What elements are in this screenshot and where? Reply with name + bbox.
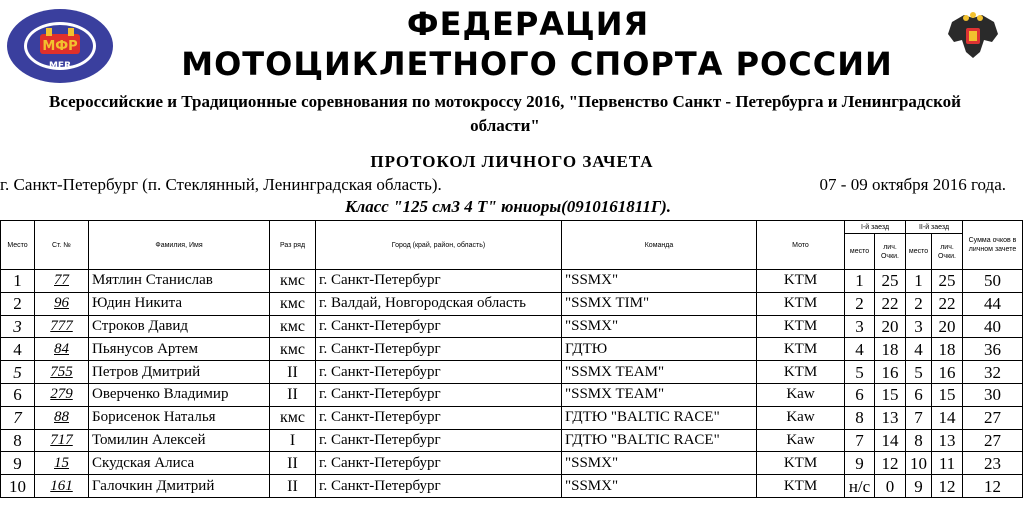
cell-place: 5	[1, 361, 35, 384]
col-name: Фамилия, Имя	[89, 221, 270, 270]
cell-race2-points: 13	[932, 429, 963, 452]
cell-start-no	[35, 429, 89, 452]
cell-rank: II	[270, 361, 316, 384]
cell-race1-place: 3	[845, 315, 875, 338]
cell-moto: KTM	[757, 475, 845, 498]
cell-moto: Kaw	[757, 429, 845, 452]
cell-city: г. Санкт-Петербург	[316, 383, 562, 406]
start-number: 777	[50, 317, 73, 334]
table-row	[1, 338, 1023, 361]
cell-rank: кмс	[270, 270, 316, 293]
cell-city: г. Санкт-Петербург	[316, 406, 562, 429]
cell-city: г. Санкт-Петербург	[316, 361, 562, 384]
start-number: 15	[54, 454, 69, 471]
cell-start-no	[35, 406, 89, 429]
cell-team: "SSMX TEAM"	[562, 361, 757, 384]
dates: 07 - 09 октября 2016 года.	[819, 175, 1006, 194]
cell-rank: II	[270, 475, 316, 498]
logo-text: МФР	[42, 39, 78, 54]
cell-place: 8	[1, 429, 35, 452]
col-race1: I-й заезд	[845, 221, 906, 234]
cell-sum: 50	[963, 270, 1023, 293]
table-row	[1, 315, 1023, 338]
start-number: 77	[54, 272, 69, 289]
cell-race1-points: 20	[875, 315, 906, 338]
location: г. Санкт-Петербург (п. Стеклянный, Ленинградская область).	[0, 175, 442, 194]
cell-race1-place: 7	[845, 429, 875, 452]
logo-sub: MFR	[48, 61, 72, 71]
org-title-line1: ФЕДЕРАЦИЯ	[406, 5, 650, 43]
cell-race1-place: 8	[845, 406, 875, 429]
cell-moto: KTM	[757, 270, 845, 293]
cell-team: ГДТЮ "BALTIC RACE"	[562, 406, 757, 429]
cell-race2-place: 8	[906, 429, 932, 452]
cell-rank: II	[270, 452, 316, 475]
table-row	[1, 475, 1023, 498]
org-title-line2: МОТОЦИКЛЕТНОГО СПОРТА РОССИИ	[181, 45, 893, 83]
cell-race1-place: 5	[845, 361, 875, 384]
start-number: 84	[54, 340, 69, 357]
cell-sum: 27	[963, 406, 1023, 429]
cell-city: г. Санкт-Петербург	[316, 315, 562, 338]
cell-race2-points: 22	[932, 292, 963, 315]
cell-race2-place: 1	[906, 270, 932, 293]
cell-city: г. Санкт-Петербург	[316, 452, 562, 475]
cell-race2-points: 12	[932, 475, 963, 498]
cell-start-no	[35, 361, 89, 384]
start-number: 161	[50, 477, 73, 494]
table-row	[1, 361, 1023, 384]
cell-place: 7	[1, 406, 35, 429]
cell-race2-points: 20	[932, 315, 963, 338]
cell-start-no	[35, 270, 89, 293]
cell-start-no	[35, 338, 89, 361]
cell-place: 4	[1, 338, 35, 361]
cell-race1-points: 18	[875, 338, 906, 361]
cell-team: ГДТЮ "BALTIC RACE"	[562, 429, 757, 452]
cell-name: Борисенок Наталья	[89, 406, 270, 429]
col-sum: Сумма очков в личном зачете	[963, 221, 1023, 270]
cell-race1-place: 9	[845, 452, 875, 475]
cell-race2-place: 4	[906, 338, 932, 361]
cell-city: г. Санкт-Петербург	[316, 475, 562, 498]
cell-team: "SSMX"	[562, 452, 757, 475]
cell-place: 6	[1, 383, 35, 406]
cell-race2-points: 14	[932, 406, 963, 429]
cell-name: Томилин Алексей	[89, 429, 270, 452]
cell-city: г. Санкт-Петербург	[316, 338, 562, 361]
cell-sum: 27	[963, 429, 1023, 452]
cell-place: 2	[1, 292, 35, 315]
cell-race2-points: 15	[932, 383, 963, 406]
cell-start-no	[35, 292, 89, 315]
cell-race2-place: 10	[906, 452, 932, 475]
col-race2: II-й заезд	[906, 221, 963, 234]
col-race1-points: лич. Очки.	[875, 234, 906, 270]
cell-team: "SSMX"	[562, 270, 757, 293]
table-row	[1, 429, 1023, 452]
cell-race1-place: 2	[845, 292, 875, 315]
cell-moto: Kaw	[757, 383, 845, 406]
cell-city: г. Валдай, Новгородская область	[316, 292, 562, 315]
cell-race2-place: 3	[906, 315, 932, 338]
cell-rank: II	[270, 383, 316, 406]
cell-rank: кмс	[270, 315, 316, 338]
cell-moto: KTM	[757, 338, 845, 361]
table-row	[1, 406, 1023, 429]
cell-team: "SSMX"	[562, 475, 757, 498]
cell-sum: 32	[963, 361, 1023, 384]
cell-start-no	[35, 315, 89, 338]
cell-race1-points: 22	[875, 292, 906, 315]
cell-start-no	[35, 475, 89, 498]
cell-sum: 36	[963, 338, 1023, 361]
cell-moto: KTM	[757, 315, 845, 338]
cell-sum: 12	[963, 475, 1023, 498]
cell-place: 9	[1, 452, 35, 475]
cell-race1-points: 15	[875, 383, 906, 406]
cell-place: 1	[1, 270, 35, 293]
cell-race2-place: 5	[906, 361, 932, 384]
cell-sum: 44	[963, 292, 1023, 315]
cell-name: Мятлин Станислав	[89, 270, 270, 293]
cell-moto: KTM	[757, 292, 845, 315]
cell-name: Пьянусов Артем	[89, 338, 270, 361]
col-start-no: Ст. №	[35, 221, 89, 270]
cell-race1-points: 25	[875, 270, 906, 293]
cell-race2-points: 11	[932, 452, 963, 475]
cell-race1-place: 6	[845, 383, 875, 406]
cell-race2-place: 6	[906, 383, 932, 406]
cell-sum: 40	[963, 315, 1023, 338]
cell-sum: 30	[963, 383, 1023, 406]
cell-race1-points: 12	[875, 452, 906, 475]
col-moto: Мото	[757, 221, 845, 270]
cell-moto: KTM	[757, 361, 845, 384]
cell-moto: Kaw	[757, 406, 845, 429]
cell-place: 10	[1, 475, 35, 498]
cell-rank: кмс	[270, 338, 316, 361]
col-city: Город (край, район, область)	[316, 221, 562, 270]
cell-name: Галочкин Дмитрий	[89, 475, 270, 498]
cell-rank: I	[270, 429, 316, 452]
cell-start-no	[35, 452, 89, 475]
col-place: Место	[1, 221, 35, 270]
class-title: Класс "125 см3 4 Т" юниоры(0910161811Г).	[344, 197, 672, 216]
table-row	[1, 383, 1023, 406]
cell-team: "SSMX TEAM"	[562, 383, 757, 406]
cell-name: Оверченко Владимир	[89, 383, 270, 406]
cell-moto: KTM	[757, 452, 845, 475]
table-row	[1, 270, 1023, 293]
cell-rank: кмс	[270, 292, 316, 315]
cell-race1-points: 13	[875, 406, 906, 429]
cell-team: ГДТЮ	[562, 338, 757, 361]
cell-name: Юдин Никита	[89, 292, 270, 315]
cell-race1-points: 0	[875, 475, 906, 498]
cell-rank: кмс	[270, 406, 316, 429]
col-race2-place: место	[906, 234, 932, 270]
cell-city: г. Санкт-Петербург	[316, 270, 562, 293]
col-race1-place: место	[845, 234, 875, 270]
col-team: Команда	[562, 221, 757, 270]
cell-name: Петров Дмитрий	[89, 361, 270, 384]
cell-race2-place: 2	[906, 292, 932, 315]
cell-race1-place: 1	[845, 270, 875, 293]
cell-race2-points: 16	[932, 361, 963, 384]
cell-race2-place: 7	[906, 406, 932, 429]
cell-team: "SSMX"	[562, 315, 757, 338]
protocol-title: ПРОТОКОЛ ЛИЧНОГО ЗАЧЕТА	[370, 152, 654, 171]
cell-race1-place: н/с	[845, 475, 875, 498]
cell-city: г. Санкт-Петербург	[316, 429, 562, 452]
cell-name: Скудская Алиса	[89, 452, 270, 475]
cell-race2-points: 25	[932, 270, 963, 293]
cell-place: 3	[1, 315, 35, 338]
start-number: 717	[50, 431, 73, 448]
start-number: 96	[54, 295, 69, 312]
cell-name: Строков Давид	[89, 315, 270, 338]
table-row	[1, 292, 1023, 315]
cell-race2-points: 18	[932, 338, 963, 361]
cell-race2-place: 9	[906, 475, 932, 498]
cell-race1-points: 14	[875, 429, 906, 452]
col-rank: Раз ряд	[270, 221, 316, 270]
cell-team: "SSMX TIM"	[562, 292, 757, 315]
start-number: 88	[54, 409, 69, 426]
cell-sum: 23	[963, 452, 1023, 475]
col-race2-points: лич. Очки.	[932, 234, 963, 270]
cell-start-no	[35, 383, 89, 406]
start-number: 279	[50, 386, 73, 403]
cell-race1-points: 16	[875, 361, 906, 384]
table-row	[1, 452, 1023, 475]
start-number: 755	[50, 363, 73, 380]
results-table	[0, 220, 1023, 498]
cell-race1-place: 4	[845, 338, 875, 361]
event-title: Всероссийские и Традиционные соревнования по мотокроссу 2016, "Первенство Санкт - Петербурга и Ленинградской области"	[49, 92, 961, 135]
